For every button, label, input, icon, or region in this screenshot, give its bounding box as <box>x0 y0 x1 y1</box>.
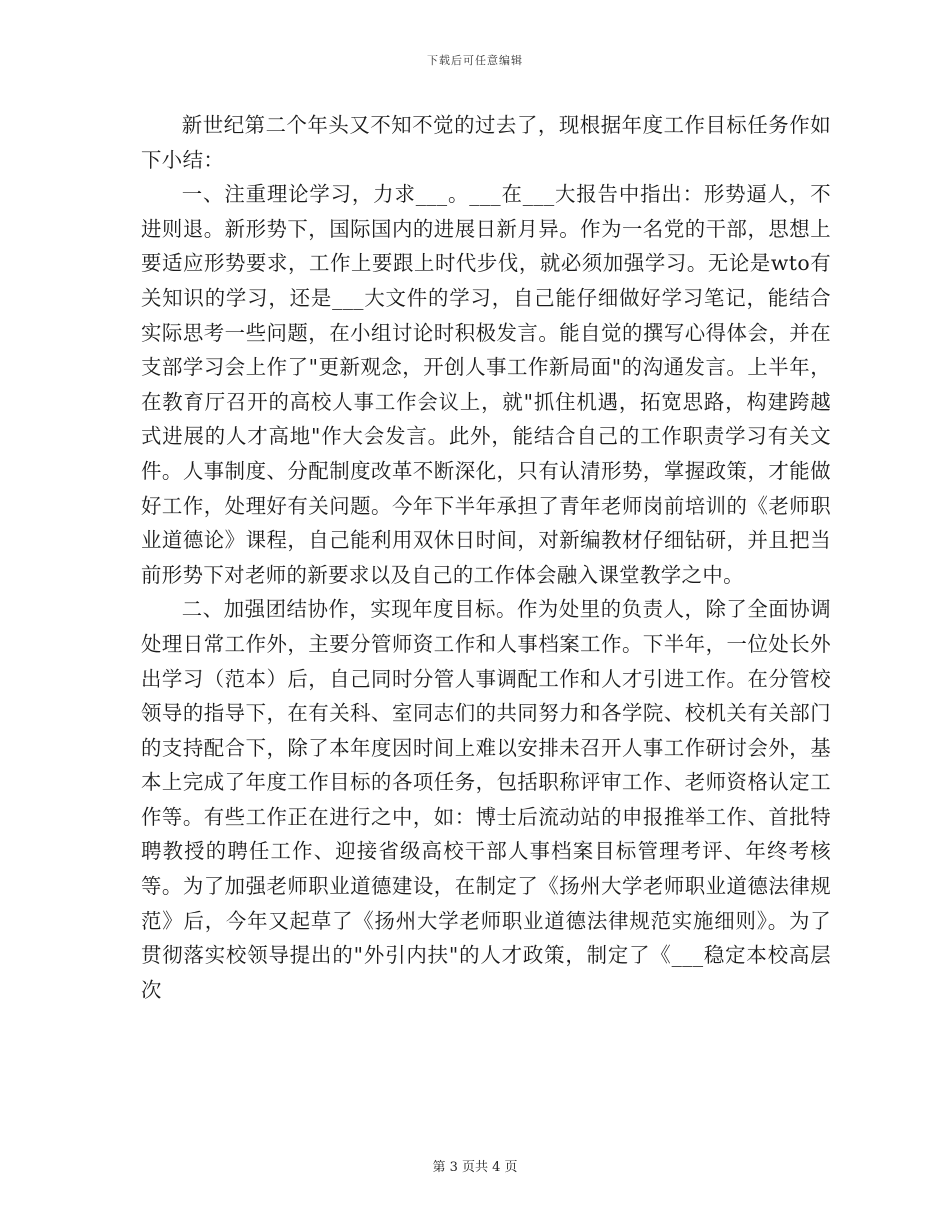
page-number: 第 3 页共 4 页 <box>432 1160 518 1175</box>
page-header-note: 下载后可任意编辑 <box>427 54 523 67</box>
paragraph-intro: 新世纪第二个年头又不知不觉的过去了，现根据年度工作目标任务作如下小结： <box>141 113 831 172</box>
paragraph-section-two: 二、加强团结协作，实现年度目标。作为处里的负责人，除了全面协调处理日常工作外，主要分管师资工作和人事档案工作。下半年，一位处长外出学习（范本）后，自己同时分管人事调配工作和人才引进工作。在分管校领导的指导下，在有关科、室同志们的共同努力和各学院、校机关有关部门的支持配合下，除了本年度因时间上难以安排未召开人事工作研讨会外，基本上完成了年度工作目标的各项任务，包括职称评审工作、老师资格认定工作等。有些工作正在进行之中，如：博士后流动站的申报推举工作、首批特聘教授的聘任工作、迎接省级高校干部人事档案目标管理考评、年终考核等。为了加强老师职业道德建设，在制定了《扬州大学老师职业道德法律规范》后，今年又起草了《扬州大学老师职业道德法律规范实施细则》。为了贯彻落实校领导提出的"外引内扶"的人才政策，制定了《___稳定本校高层次 <box>141 597 831 1002</box>
paragraph-section-one: 一、注重理论学习，力求___。___在___大报告中指出：形势逼人，不进则退。新形势下，国际国内的进展日新月异。作为一名党的干部，思想上要适应形势要求，工作上要跟上时代步伐，就必须加强学习。无论是wto有关知识的学习，还是___大文件的学习，自己能仔细做好学习笔记，能结合实际思考一些问题，在小组讨论时积极发言。能自觉的撰写心得体会，并在支部学习会上作了"更新观念，开创人事工作新局面"的沟通发言。上半年，在教育厅召开的高校人事工作会议上，就"抓住机遇，拓宽思路，构建跨越式进展的人才高地"作大会发言。此外，能结合自己的工作职责学习有关文件。人事制度、分配制度改革不断深化，只有认清形势，掌握政策，才能做好工作，处理好有关问题。今年下半年承担了青年老师岗前培训的《老师职业道德论》课程，自己能利用双休日时间，对新编教材仔细钻研，并且把当前形势下对老师的新要求以及自己的工作体会融入课堂教学之中。 <box>141 182 831 587</box>
document-body <box>141 108 831 1007</box>
